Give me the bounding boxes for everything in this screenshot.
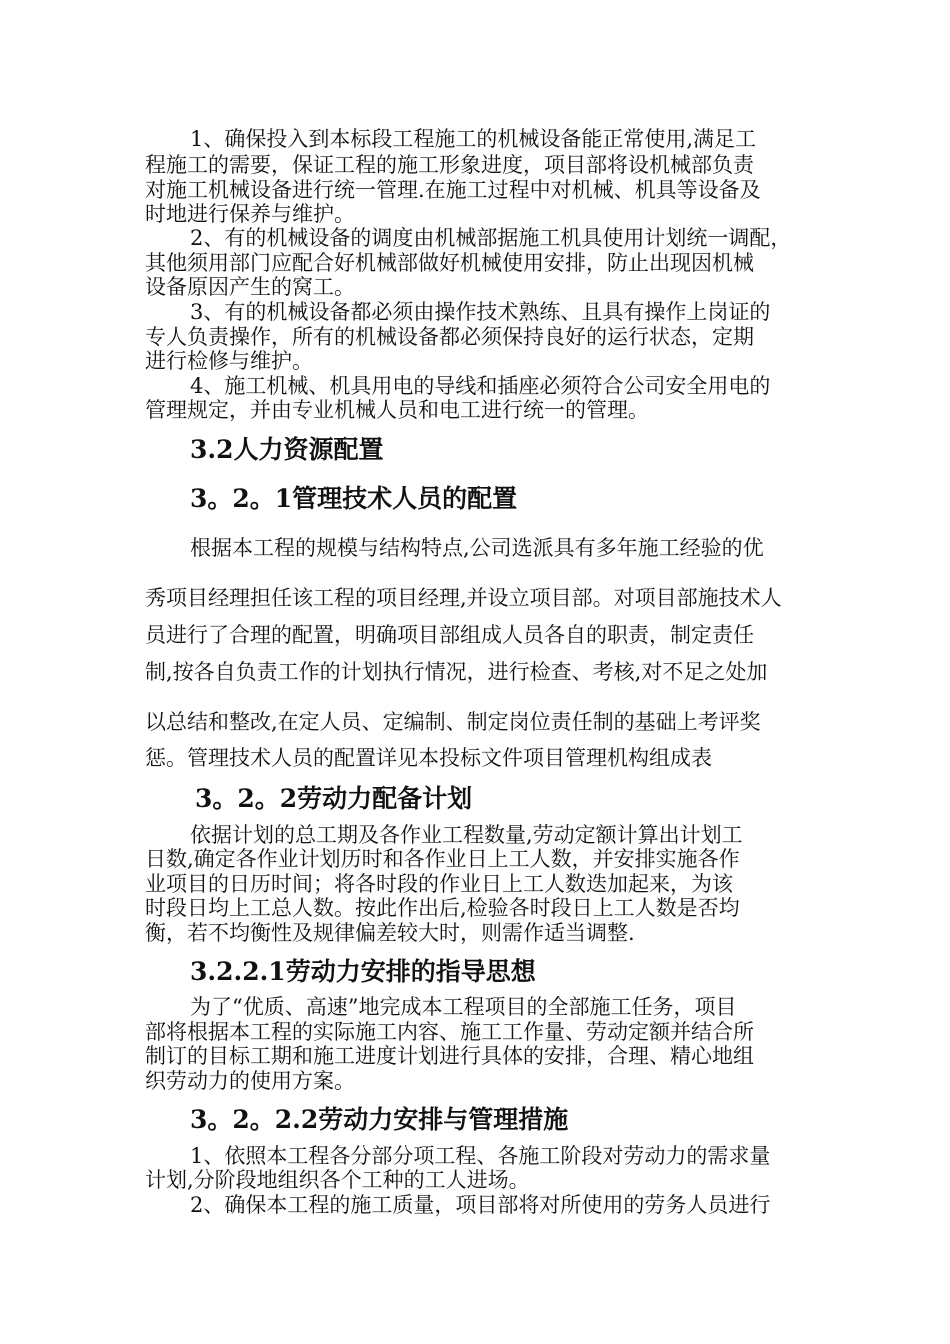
paragraph-3-line-3: 进行检修与维护。 <box>145 349 313 373</box>
paragraph-4-line-1: 4、施工机械、机具用电的导线和插座必须符合公司安全用电的 <box>190 374 771 398</box>
paragraph-7-line-2: 部将根据本工程的实际施工内容、施工工作量、劳动定额并结合所 <box>145 1020 754 1044</box>
paragraph-5-line-4: 制,按各自负责工作的计划执行情况，进行检查、考核,对不足之处加 <box>145 660 768 684</box>
paragraph-1-line-4: 时地进行保养与维护。 <box>145 202 355 226</box>
paragraph-2-line-2: 其他须用部门应配合好机械部做好机械使用安排，防止出现因机械 <box>145 251 754 275</box>
paragraph-6-line-2: 日数,确定各作业计划历时和各作业日上工人数，并安排实施各作 <box>145 847 740 871</box>
paragraph-5-line-6: 惩。管理技术人员的配置详见本投标文件项目管理机构组成表 <box>145 746 712 770</box>
paragraph-1-line-1: 1、确保投入到本标段工程施工的机械设备能正常使用,满足工 <box>190 127 757 151</box>
paragraph-3-line-2: 专人负责操作，所有的机械设备都必须保持良好的运行状态，定期 <box>145 325 754 349</box>
paragraph-5-line-2: 秀项目经理担任该工程的项目经理,并设立项目部。对项目部施技术人 <box>145 586 782 610</box>
paragraph-2-line-3: 设备原因产生的窝工。 <box>145 275 355 299</box>
heading-3-2-2: 3。2。2劳动力配备计划 <box>195 784 473 813</box>
paragraph-6-line-5: 衡，若不均衡性及规律偏差较大时，则需作适当调整. <box>145 921 635 945</box>
paragraph-1-line-3: 对施工机械设备进行统一管理.在施工过程中对机械、机具等设备及 <box>145 178 761 202</box>
paragraph-2-line-1: 2、有的机械设备的调度由机械部据施工机具使用计划统一调配， <box>190 226 792 250</box>
paragraph-1-line-2: 程施工的需要，保证工程的施工形象进度，项目部将设机械部负责 <box>145 153 754 177</box>
paragraph-7-line-3: 制订的目标工期和施工进度计划进行具体的安排，合理、精心地组 <box>145 1044 754 1068</box>
paragraph-4-line-2: 管理规定，并由专业机械人员和电工进行统一的管理。 <box>145 398 649 422</box>
paragraph-6-line-1: 依据计划的总工期及各作业工程数量,劳动定额计算出计划工 <box>190 823 743 847</box>
heading-3-2-2-2: 3。2。2.2劳动力安排与管理措施 <box>190 1105 569 1134</box>
paragraph-6-line-4: 时段日均上工总人数。按此作出后,检验各时段日上工人数是否均 <box>145 896 740 920</box>
heading-3-2-1: 3。2。1管理技术人员的配置 <box>190 484 518 513</box>
paragraph-7-line-1: 为了“优质、高速”地完成本工程项目的全部施工任务，项目 <box>190 995 737 1019</box>
paragraph-5-line-5: 以总结和整改,在定人员、定编制、制定岗位责任制的基础上考评奖 <box>145 710 761 734</box>
heading-3-2-2-1: 3.2.2.1劳动力安排的指导思想 <box>190 957 536 986</box>
paragraph-7-line-4: 织劳动力的使用方案。 <box>145 1069 355 1093</box>
paragraph-8-line-3: 2、确保本工程的施工质量，项目部将对所使用的劳务人员进行 <box>190 1193 771 1217</box>
heading-3-2: 3.2人力资源配置 <box>190 435 384 464</box>
paragraph-3-line-1: 3、有的机械设备都必须由操作技术熟练、且具有操作上岗证的 <box>190 300 771 324</box>
paragraph-5-line-3: 员进行了合理的配置，明确项目部组成人员各自的职责，制定责任 <box>145 623 754 647</box>
paragraph-6-line-3: 业项目的日历时间；将各时段的作业日上工人数迭加起来，为该 <box>145 872 733 896</box>
paragraph-8-line-1: 1、依照本工程各分部分项工程、各施工阶段对劳动力的需求量 <box>190 1144 771 1168</box>
paragraph-5-line-1: 根据本工程的规模与结构特点,公司选派具有多年施工经验的优 <box>190 536 764 560</box>
paragraph-8-line-2: 计划,分阶段地组织各个工种的工人进场。 <box>145 1168 530 1192</box>
